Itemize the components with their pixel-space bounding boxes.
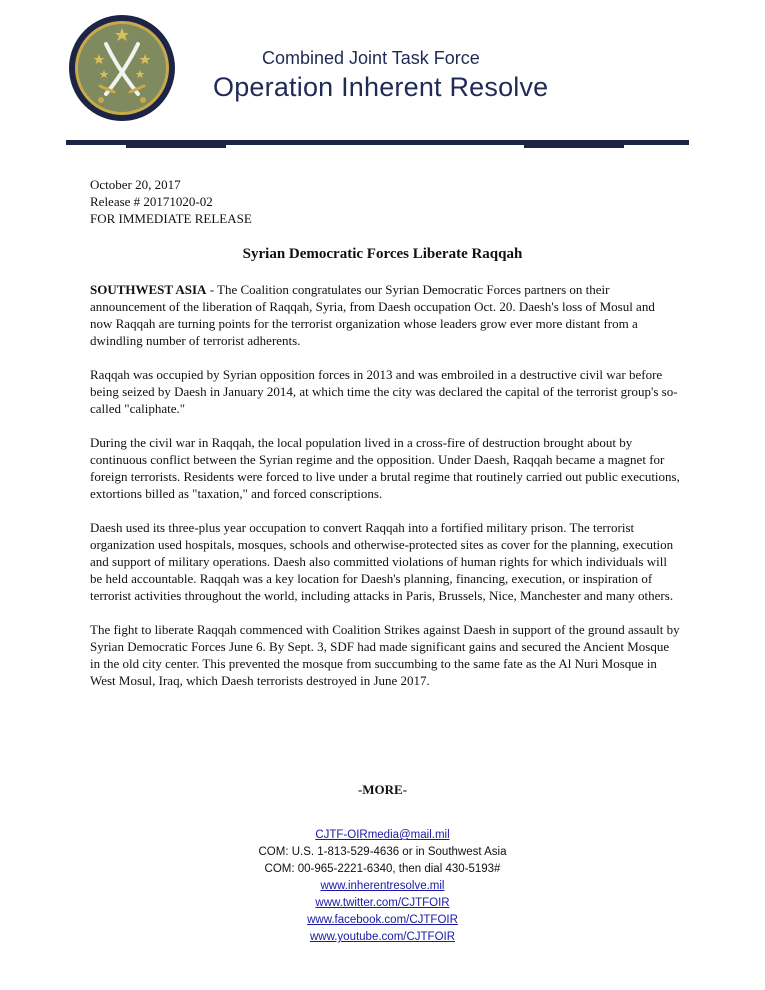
release-info: [90, 176, 252, 227]
facebook-link[interactable]: www.facebook.com/CJTFOIR: [307, 914, 458, 926]
paragraph: [90, 281, 680, 349]
website-link[interactable]: www.inherentresolve.mil: [320, 880, 445, 892]
operation-name: Operation Inherent Resolve: [213, 72, 549, 102]
release-number: Release # 20171020-02: [90, 194, 213, 209]
header-rule-accent: [126, 145, 226, 148]
more-marker: -MORE-: [357, 782, 408, 797]
phone-southwest-asia: COM: 00-965-2221-6340, then dial 430-5193#: [264, 863, 501, 875]
headline: Syrian Democratic Forces Liberate Raqqah: [242, 246, 523, 262]
paragraph: Daesh used its three-plus year occupation to convert Raqqah into a fortified military prison. The terrorist organization used hospitals, mosques, schools and otherwise-protected sites as cover for the planning, execution and support of military operations. Daesh also committed violations of human rights for which individuals will be held accountable. Raqqah was a key location for Daesh's planning, financing, execution, or inspiration of terrorist activities throughout the world, including attacks in Paris, Brussels, Nice, Manchester and many others.: [90, 520, 674, 603]
paragraph: The fight to liberate Raqqah commenced with Coalition Strikes against Daesh in support of the ground assault by Syrian Democratic Forces June 6. By Sept. 3, SDF had made significant gains and secured the Ancient Mosque in the old city center. This prevented the mosque from succumbing to the same fate as the Al Nuri Mosque in West Mosul, Iraq, which Daesh terrorists destroyed in June 2017.: [90, 622, 680, 688]
paragraph: Raqqah was occupied by Syrian opposition forces in 2013 and was embroiled in a destructive civil war before being seized by Daesh in January 2014, at which time the city was declared the capital of the terrorist group's so-called "caliphate.": [90, 367, 678, 416]
paragraph: During the civil war in Raqqah, the local population lived in a cross-fire of destruction brought about by continuous conflict between the Syrian regime and the opposition. Under Daesh, Raqqah became a magnet for foreign terrorists. Residents were forced to live under a brutal regime that routinely carried out public executions, extortions billed as "taxation," and forced conscriptions.: [90, 435, 680, 501]
paragraph-text: - The Coalition congratulates our Syrian Democratic Forces partners on their announcement of the liberation of Raqqah, Syria, from Daesh occupation Oct. 20. Daesh's loss of Mosul and now Raqqah are turning points for the terrorist organization whose leaders grow ever more distant from a dwindling number of terrorist adherents.: [90, 282, 655, 348]
dateline: SOUTHWEST ASIA: [90, 282, 207, 297]
twitter-link[interactable]: www.twitter.com/CJTFOIR: [315, 897, 450, 909]
header-rule-accent: [524, 145, 624, 148]
contact-block: [0, 827, 765, 946]
release-date: October 20, 2017: [90, 177, 181, 192]
email-link[interactable]: CJTF-OIRmedia@mail.mil: [315, 829, 450, 841]
youtube-link[interactable]: www.youtube.com/CJTFOIR: [309, 931, 456, 943]
body-text: [90, 281, 680, 706]
release-status: FOR IMMEDIATE RELEASE: [90, 211, 252, 226]
phone-us: COM: U.S. 1-813-529-4636 or in Southwest Asia: [258, 846, 507, 858]
cjtf-oir-seal-icon: [68, 14, 176, 122]
organization-name: Combined Joint Task Force: [262, 48, 480, 68]
